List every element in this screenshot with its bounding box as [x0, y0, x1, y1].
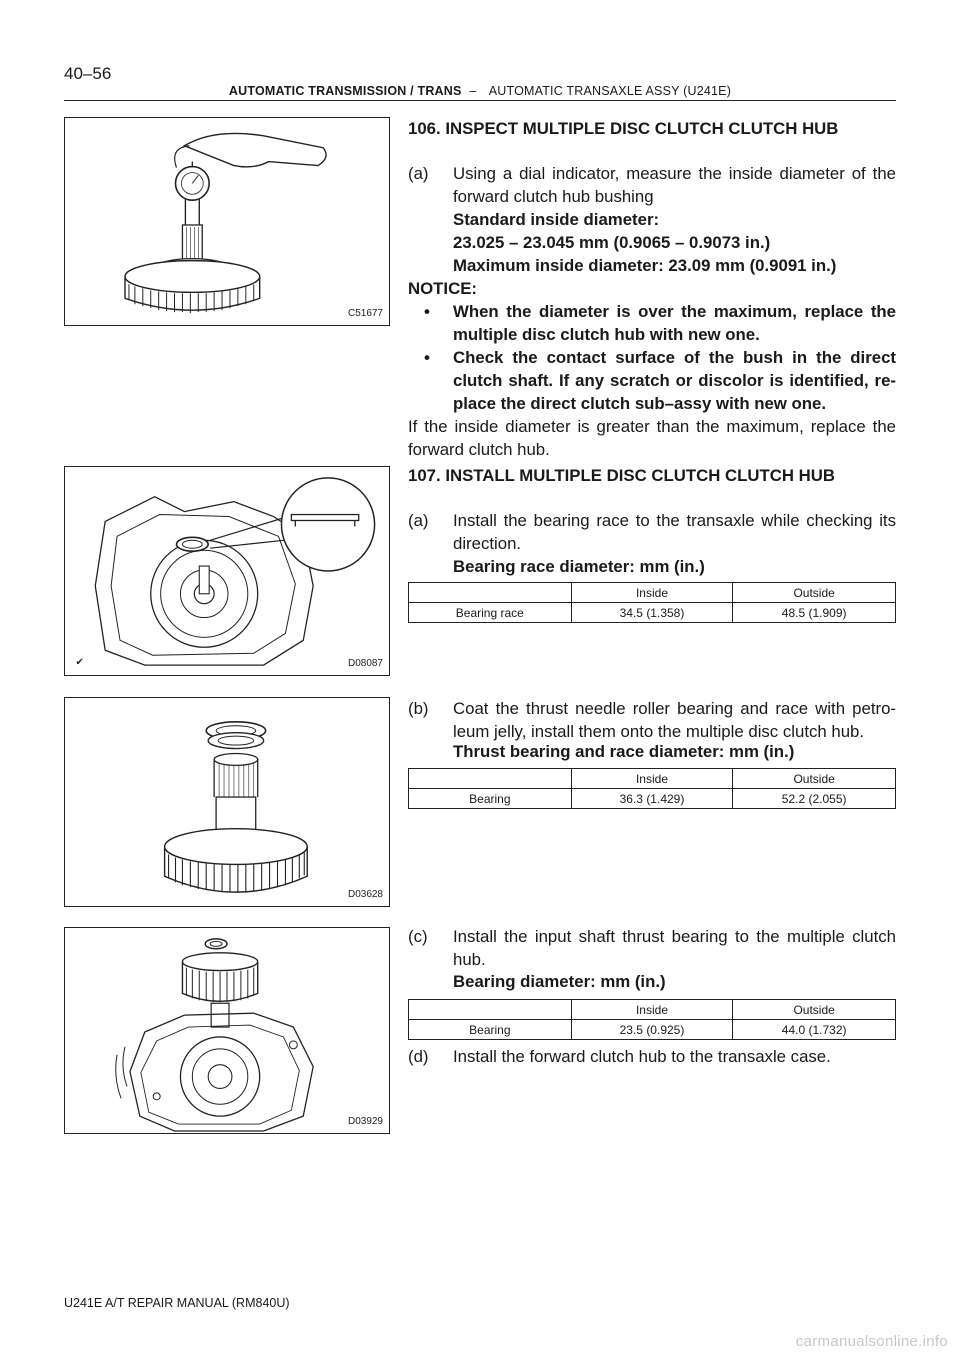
input-bearing-table: [408, 999, 896, 1040]
step-label: (a): [408, 164, 429, 183]
bearing-race-illustration: [65, 467, 389, 675]
thrust-bearing-table: [408, 768, 896, 809]
table-cell: Bearing: [409, 789, 572, 809]
header-separator: –: [469, 84, 477, 98]
table-cell: Bearing race: [409, 603, 572, 623]
figure-code: D03628: [347, 889, 383, 900]
step-text: Install the forward clutch hub to the transaxle case.: [453, 1047, 831, 1066]
svg-text:✔: ✔: [75, 657, 84, 669]
figure-code: D03929: [347, 1116, 383, 1127]
step-107-c: [408, 925, 896, 971]
watermark: carmanualsonline.info: [795, 1333, 948, 1350]
bearing-race-table: [408, 582, 896, 623]
bearing-race-spec-label: Bearing race diameter: mm (in.): [453, 557, 705, 576]
table-header-cell: [409, 769, 572, 789]
bullet-marker: •: [424, 302, 430, 321]
figure-code: C51677: [347, 308, 383, 319]
bullet-text: Check the contact surface of the bush in the direct clutch shaft. If any scratch or discolor is identified, re-place the direct clutch sub–assy with new one.: [453, 348, 896, 413]
table-cell: 36.3 (1.429): [571, 789, 733, 809]
step-106-note: If the inside diameter is greater than the maximum, replace the forward clutch hub.: [408, 417, 896, 459]
step-106-title: 106. INSPECT MULTIPLE DISC CLUTCH CLUTCH HUB: [408, 119, 839, 138]
table-header-row: [409, 1000, 896, 1020]
input-shaft-bearing-illustration: [65, 928, 389, 1133]
figure-bearing-race: [64, 466, 390, 676]
table-header-cell: Inside: [571, 769, 733, 789]
step-text: Coat the thrust needle roller bearing and race with petro-leum jelly, install them onto the multiple disc clutch hub.: [453, 699, 896, 741]
notice-bullet-1: [424, 300, 896, 346]
step-text: Install the input shaft thrust bearing to the multiple clutch hub.: [453, 927, 896, 969]
figure-dial-indicator: [64, 117, 390, 326]
table-row: [409, 1020, 896, 1040]
table-cell: 44.0 (1.732): [733, 1020, 896, 1040]
table-header-cell: [409, 583, 572, 603]
header-rule: [64, 100, 896, 101]
bullet-marker: •: [424, 348, 430, 367]
table-row: [409, 603, 896, 623]
step-label: (c): [408, 927, 428, 946]
notice-heading: NOTICE:: [408, 279, 477, 298]
table-cell: 23.5 (0.925): [571, 1020, 733, 1040]
table-cell: Bearing: [409, 1020, 572, 1040]
step-107-d: [408, 1045, 896, 1068]
table-header-cell: [409, 1000, 572, 1020]
standard-label: Standard inside diameter:: [453, 210, 660, 229]
manual-footer: U241E A/T REPAIR MANUAL (RM840U): [64, 1296, 290, 1310]
figure-code: D08087: [347, 658, 383, 669]
table-cell: 52.2 (2.055): [733, 789, 896, 809]
dial-indicator-illustration: [65, 118, 389, 325]
table-row: [409, 789, 896, 809]
step-106-a: [408, 162, 896, 208]
maximum-value: Maximum inside diameter: 23.09 mm (0.9091 in.): [453, 256, 837, 275]
bullet-text: When the diameter is over the maximum, replace the multiple disc clutch hub with new one.: [453, 302, 896, 344]
step-label: (d): [408, 1047, 429, 1066]
step-107-a: [408, 509, 896, 555]
step-text: Using a dial indicator, measure the inside diameter of the forward clutch hub bushing: [453, 164, 896, 206]
table-cell: 34.5 (1.358): [571, 603, 733, 623]
running-header: [64, 84, 896, 98]
thrust-bearing-illustration: [65, 698, 389, 906]
thrust-bearing-spec-label: Thrust bearing and race diameter: mm (in.): [453, 742, 795, 761]
table-header-cell: Inside: [571, 583, 733, 603]
header-section: AUTOMATIC TRANSMISSION / TRANS: [228, 84, 462, 98]
table-header-row: [409, 583, 896, 603]
table-cell: 48.5 (1.909): [733, 603, 896, 623]
table-header-cell: Outside: [733, 583, 896, 603]
step-text: Install the bearing race to the transaxle while checking its direction.: [453, 511, 896, 553]
figure-thrust-bearing: [64, 697, 390, 907]
page-number: 40–56: [64, 64, 112, 83]
table-header-cell: Outside: [733, 769, 896, 789]
table-header-cell: Outside: [733, 1000, 896, 1020]
notice-bullet-2: [424, 346, 896, 415]
step-107-b: [408, 697, 896, 743]
table-header-cell: Inside: [571, 1000, 733, 1020]
step-label: (b): [408, 699, 429, 718]
figure-input-shaft-bearing: [64, 927, 390, 1134]
standard-value: 23.025 – 23.045 mm (0.9065 – 0.9073 in.): [453, 233, 771, 252]
header-subsection: AUTOMATIC TRANSAXLE ASSY (U241E): [488, 84, 732, 98]
table-header-row: [409, 769, 896, 789]
step-label: (a): [408, 511, 429, 530]
input-bearing-spec-label: Bearing diameter: mm (in.): [453, 972, 666, 991]
step-107-title: 107. INSTALL MULTIPLE DISC CLUTCH CLUTCH HUB: [408, 466, 835, 485]
